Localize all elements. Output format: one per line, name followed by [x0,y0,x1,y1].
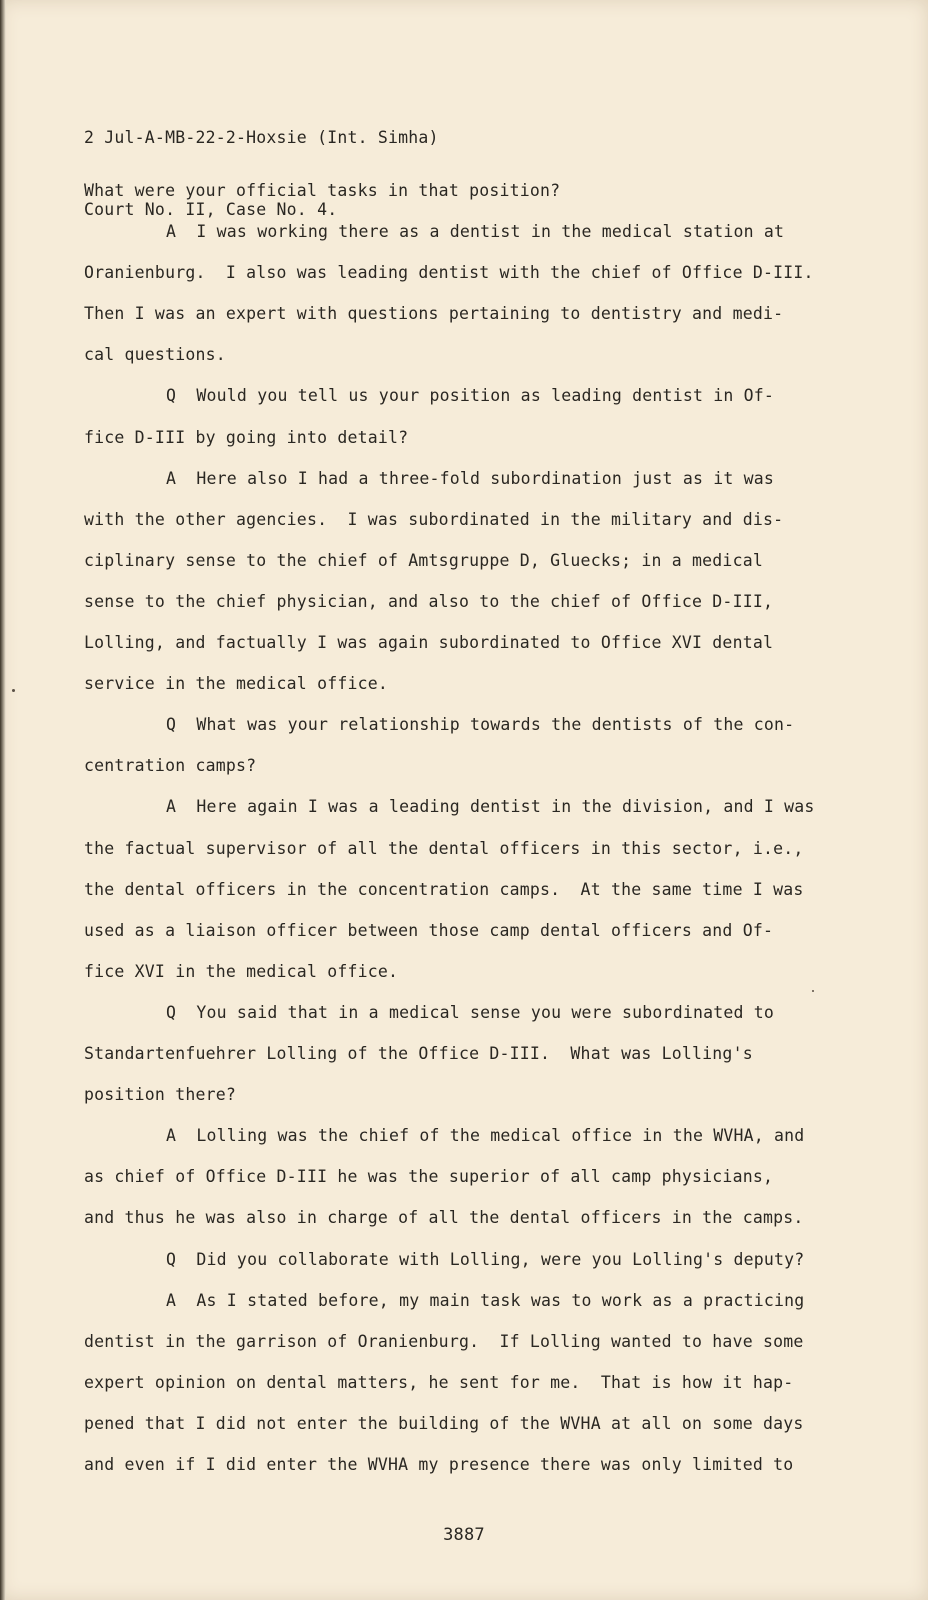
text-line: cal questions. [84,345,226,364]
text-line: Q Would you tell us your position as leading dentist in Of- [166,386,775,405]
text-line: What were your official tasks in that position? [84,181,561,200]
text-line: ciplinary sense to the chief of Amtsgruppe D, Gluecks; in a medical [84,551,763,570]
text-line: Then I was an expert with questions pertaining to dentistry and medi- [84,304,784,323]
stray-mark [12,689,15,692]
text-line: Q What was your relationship towards the dentists of the con- [166,715,795,734]
text-line: used as a liaison officer between those camp dental officers and Of- [84,921,774,940]
text-line: Standartenfuehrer Lolling of the Office D-III. What was Lolling's [84,1044,753,1063]
text-line: and even if I did enter the WVHA my presence there was only limited to [84,1455,794,1474]
text-line: with the other agencies. I was subordinated in the military and dis- [84,510,784,529]
text-line: sense to the chief physician, and also to the chief of Office D-III, [84,592,774,611]
text-line: Lolling, and factually I was again subordinated to Office XVI dental [84,633,774,652]
text-line: the factual supervisor of all the dental officers in this sector, i.e., [84,839,804,858]
text-line: Oranienburg. I also was leading dentist with the chief of Office D-III. [84,263,814,282]
text-line: pened that I did not enter the building of the WVHA at all on some days [84,1414,804,1433]
text-line: centration camps? [84,756,257,775]
text-line: A I was working there as a dentist in the medical station at [166,222,785,241]
page-edge-shadow [0,0,6,1600]
text-line: and thus he was also in charge of all the dental officers in the camps. [84,1208,804,1227]
text-line: expert opinion on dental matters, he sent for me. That is how it hap- [84,1373,794,1392]
text-line: service in the medical office. [84,674,389,693]
text-line: position there? [84,1085,237,1104]
stray-mark [812,990,814,992]
text-line: A Here also I had a three-fold subordination just as it was [166,469,775,488]
text-line: the dental officers in the concentration camps. At the same time I was [84,880,804,899]
text-line: A Here again I was a leading dentist in the division, and I was [166,797,815,816]
text-line: Q Did you collaborate with Lolling, were you Lolling's deputy? [166,1250,805,1269]
header-line-2: Court No. II, Case No. 4. [84,200,338,219]
text-line: Q You said that in a medical sense you were subordinated to [166,1003,775,1022]
header-line-1: 2 Jul-A-MB-22-2-Hoxsie (Int. Simha) [84,128,439,147]
text-line: fice XVI in the medical office. [84,962,399,981]
text-line: as chief of Office D-III he was the superior of all camp physicians, [84,1167,774,1186]
text-line: fice D-III by going into detail? [84,428,409,447]
text-line: A Lolling was the chief of the medical office in the WVHA, and [166,1126,805,1145]
text-line: A As I stated before, my main task was to work as a practicing [166,1291,805,1310]
page-number: 3887 [443,1525,485,1545]
text-line: dentist in the garrison of Oranienburg. If Lolling wanted to have some [84,1332,804,1351]
